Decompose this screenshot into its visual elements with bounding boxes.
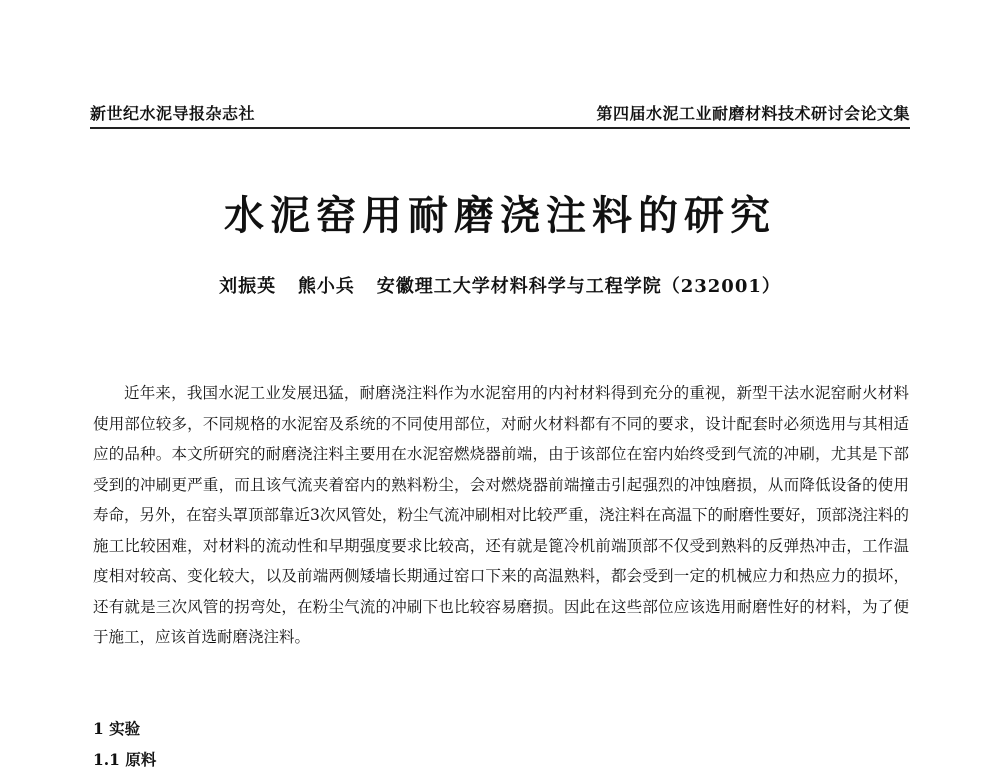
section-heading-experiment: 1 实验 xyxy=(93,719,141,738)
intro-paragraph: 近年来，我国水泥工业发展迅猛，耐磨浇注料作为水泥窑用的内衬材料得到充分的重视，新型干法水泥窑耐火材料使用部位较多，不同规格的水泥窑及系统的不同使用部位，对耐火材料都有不同的要求，设计配套时必须选用与其相适应的品种。本文所研究的耐磨浇注料主要用在水泥窑燃烧器前端，由于该部位在窑内始终受到气流的冲刷，尤其是下部受到的冲刷更严重，而且该气流夹着窑内的熟料粉尘，会对燃烧器前端撞击引起强烈的冲蚀磨损，从而降低设备的使用寿命，另外，在窑头罩顶部靠近3次风管处，粉尘气流冲刷相对比较严重，浇注料在高温下的耐磨性要好，顶部浇注料的施工比较困难，对材料的流动性和早期强度要求比较高，还有就是篦冷机前端顶部不仅受到熟料的反弹热冲击，工作温度相对较高、变化较大，以及前端两侧矮墙长期通过窑口下来的高温熟料，都会受到一定的机械应力和热应力的损坏，还有就是三次风管的拐弯处，在粉尘气流的冲刷下也比较容易磨损。因此在这些部位应该选用耐磨性好的材料，为了便于施工，应该首选耐磨浇注料。 xyxy=(93,384,909,646)
proceedings-name: 第四届水泥工业耐磨材料技术研讨会论文集 xyxy=(596,104,910,123)
journal-name: 新世纪水泥导报杂志社 xyxy=(90,104,256,123)
running-header xyxy=(90,100,910,124)
header-divider xyxy=(90,127,910,129)
paper-title: 水泥窑用耐磨浇注料的研究 xyxy=(224,192,776,239)
subsection-heading-materials: 1.1 原料 xyxy=(93,750,157,769)
author-line: 刘振英 熊小兵 安徽理工大学材料科学与工程学院（232001） xyxy=(219,276,781,297)
